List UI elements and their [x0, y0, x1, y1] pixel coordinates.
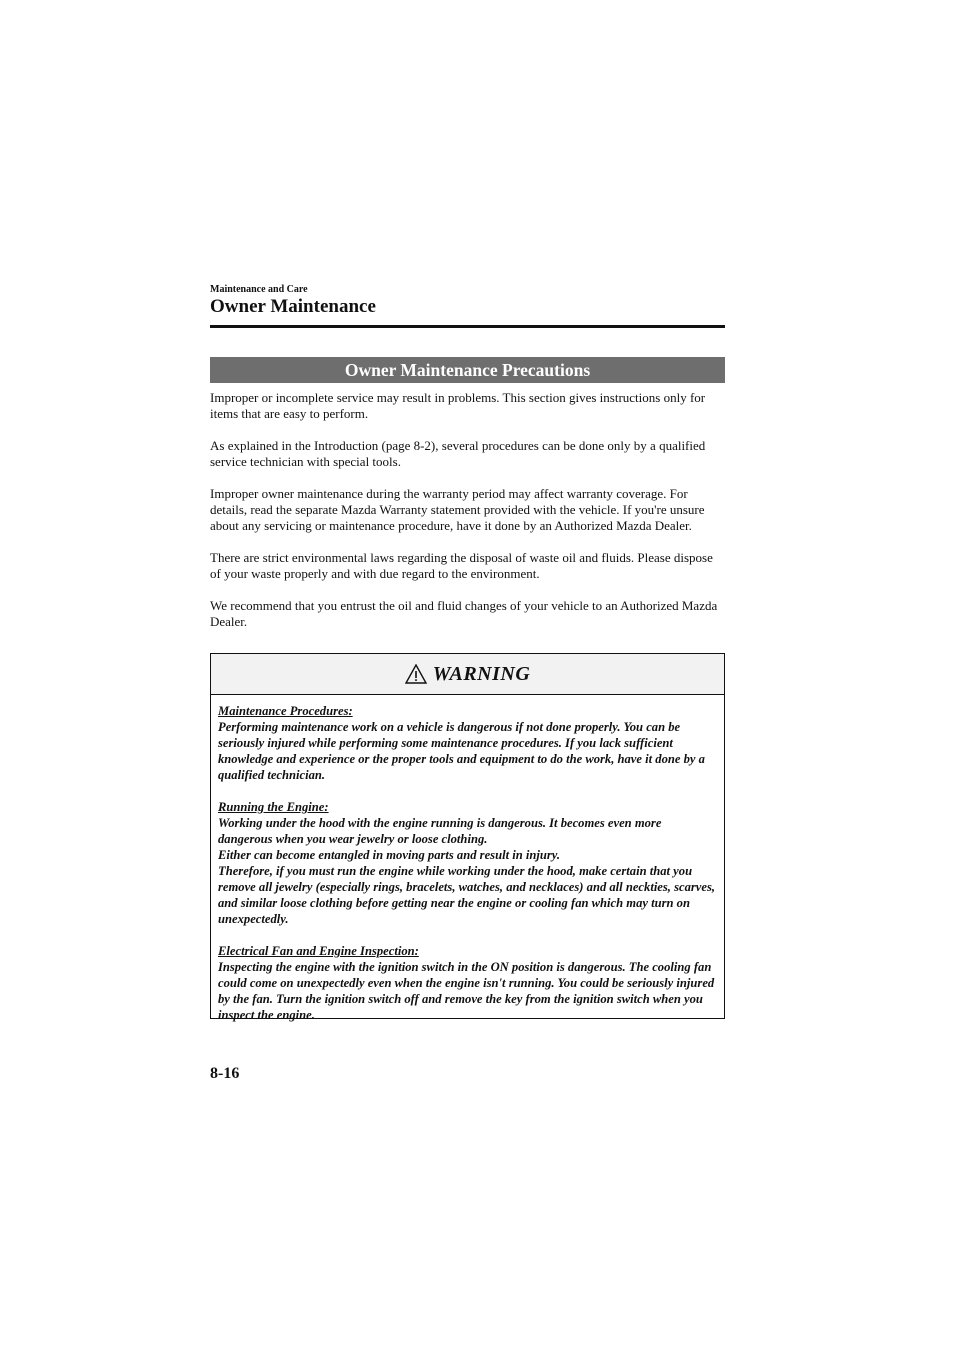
warning-triangle-icon: [405, 664, 427, 684]
paragraph: We recommend that you entrust the oil and fluid changes of your vehicle to an Authorized Mazda Dealer.: [210, 598, 718, 629]
warning-item-heading: Electrical Fan and Engine Inspection:: [218, 944, 419, 958]
warning-box: [210, 653, 725, 1022]
warning-item: [218, 703, 717, 783]
warning-item-heading: Maintenance Procedures:: [218, 704, 353, 718]
body-text: [210, 390, 725, 646]
warning-item-text: Either can become entangled in moving parts and result in injury.: [218, 848, 561, 862]
warning-item-text: Performing maintenance work on a vehicle is dangerous if not done properly. You can be seriously injured while performing some maintenance procedures. If you lack sufficient knowledge and experience or the proper tools and equipment to do the work, have it done by a qualified technician.: [218, 720, 705, 782]
warning-body: [211, 695, 724, 1023]
section-label: Maintenance and Care: [210, 284, 308, 295]
page-number: 8-16: [210, 1065, 240, 1082]
header-rule: [210, 325, 725, 328]
warning-item-text: Inspecting the engine with the ignition switch in the ON position is dangerous. The cooling fan could come on unexpectedly even when the engine isn't running. You could be seriously injured by the fan. Turn the ignition switch off and remove the key from the ignition switch when you inspect the engine.: [218, 960, 715, 1022]
paragraph: As explained in the Introduction (page 8-2), several procedures can be done only by a qualified service technician with special tools.: [210, 438, 706, 469]
warning-title: WARNING: [432, 662, 531, 685]
warning-item-text: Working under the hood with the engine running is dangerous. It becomes even more dangerous when you wear jewelry or loose clothing.: [218, 816, 662, 846]
warning-header: [211, 654, 724, 695]
chapter-title: Owner Maintenance: [210, 296, 376, 317]
paragraph: Improper or incomplete service may result in problems. This section gives instructions only for items that are easy to perform.: [210, 390, 706, 421]
paragraph: There are strict environmental laws regarding the disposal of waste oil and fluids. Please dispose of your waste properly and with due regard to the environment.: [210, 550, 713, 581]
section-banner: Owner Maintenance Precautions: [210, 357, 725, 383]
warning-item: [218, 799, 717, 927]
warning-item-heading: Running the Engine:: [218, 800, 329, 814]
warning-item-text: Therefore, if you must run the engine while working under the hood, make certain that you remove all jewelry (especially rings, bracelets, watches, and necklaces) and all neckties, scarves, and similar loose clothing before getting near the engine or cooling fan which may turn on unexpectedly.: [218, 864, 716, 926]
warning-item: [218, 943, 717, 1023]
paragraph: Improper owner maintenance during the warranty period may affect warranty coverage. For details, read the separate Mazda Warranty statement provided with the vehicle. If you're unsure about any servicing or maintenance procedure, have it done by an Authorized Mazda Dealer.: [210, 486, 705, 533]
